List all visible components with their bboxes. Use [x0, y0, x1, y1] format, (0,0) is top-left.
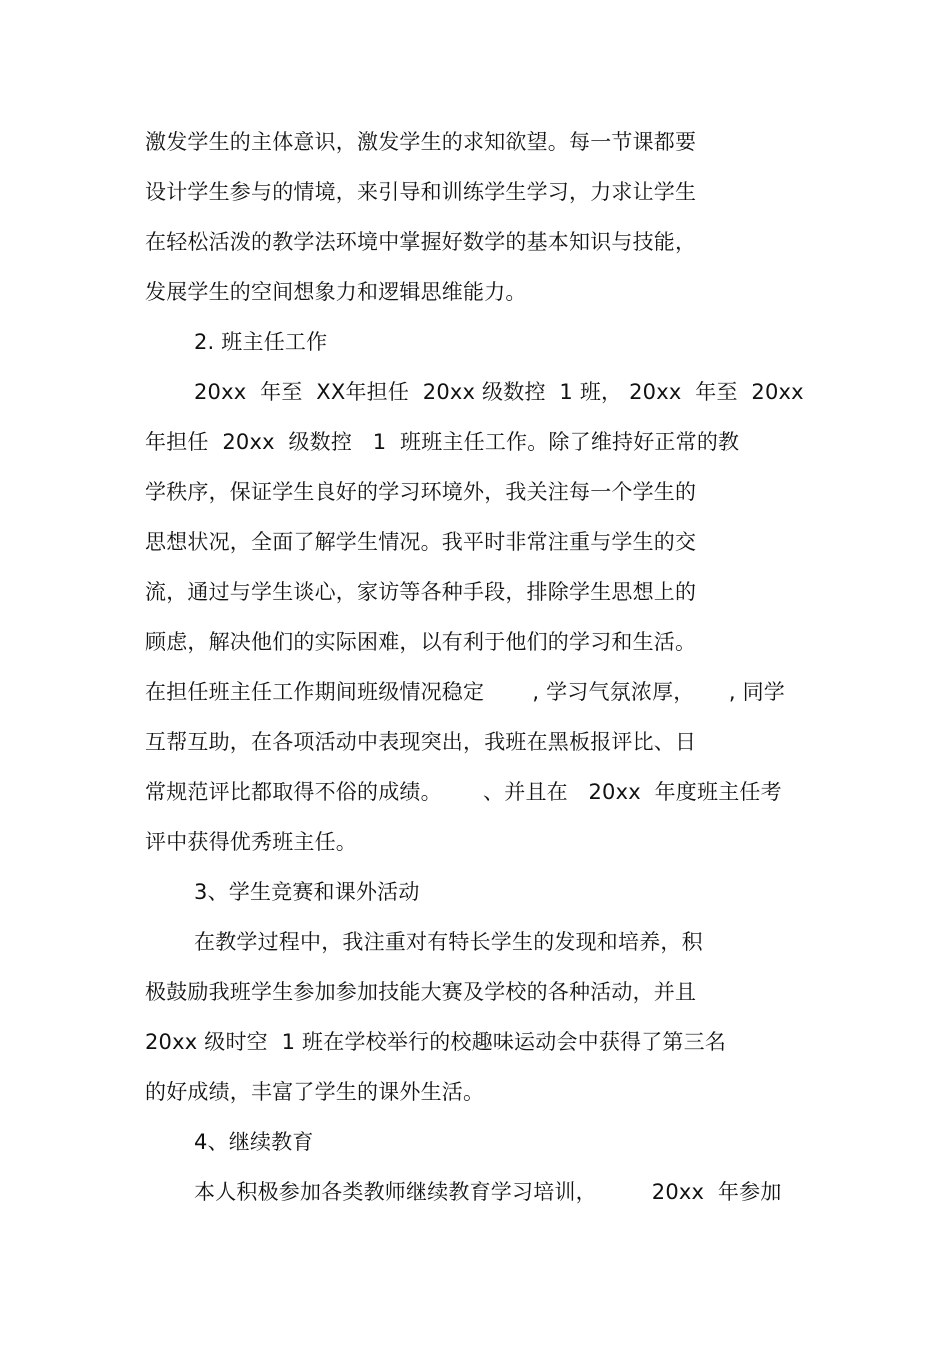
section-heading: 4、继续教育 — [194, 1130, 314, 1154]
paragraph-line: 流，通过与学生谈心，家访等各种手段，排除学生思想上的 — [145, 580, 697, 604]
paragraph-line: 发展学生的空间想象力和逻辑思维能力。 — [145, 280, 527, 304]
paragraph-line: 学秩序，保证学生良好的学习环境外，我关注每一个学生的 — [145, 480, 697, 504]
paragraph-line: 20xx 年至 XX年担任 20xx 级数控 1 班， 20xx 年至 20xx — [194, 380, 804, 404]
paragraph-line: 思想状况，全面了解学生情况。我平时非常注重与学生的交 — [145, 530, 697, 554]
paragraph-line: 20xx 级时空 1 班在学校举行的校趣味运动会中获得了第三名 — [145, 1030, 727, 1054]
paragraph-line: 在担任班主任工作期间班级情况稳定 , 学习气氛浓厚， , 同学 — [145, 680, 786, 704]
section-heading: 2. 班主任工作 — [194, 330, 328, 354]
paragraph-line: 互帮互助，在各项活动中表现突出，我班在黑板报评比、日 — [145, 730, 697, 754]
paragraph-line: 评中获得优秀班主任。 — [145, 830, 357, 854]
paragraph-line: 在教学过程中，我注重对有特长学生的发现和培养，积 — [194, 930, 703, 954]
paragraph-line: 顾虑，解决他们的实际困难，以有利于他们的学习和生活。 — [145, 630, 697, 654]
section-heading: 3、学生竞赛和课外活动 — [194, 880, 420, 904]
paragraph-line: 年担任 20xx 级数控 1 班班主任工作。除了维持好正常的教 — [145, 430, 740, 454]
paragraph-line: 激发学生的主体意识，激发学生的求知欲望。每一节课都要 — [145, 130, 697, 154]
paragraph-line: 在轻松活泼的教学法环境中掌握好数学的基本知识与技能， — [145, 230, 697, 254]
paragraph-line: 常规范评比都取得不俗的成绩。 、并且在 20xx 年度班主任考 — [145, 780, 782, 804]
paragraph-line: 本人积极参加各类教师继续教育学习培训， 20xx 年参加 — [194, 1180, 782, 1204]
paragraph-line: 的好成绩，丰富了学生的课外生活。 — [145, 1080, 485, 1104]
paragraph-line: 极鼓励我班学生参加参加技能大赛及学校的各种活动，并且 — [145, 980, 697, 1004]
paragraph-line: 设计学生参与的情境，来引导和训练学生学习，力求让学生 — [145, 180, 697, 204]
